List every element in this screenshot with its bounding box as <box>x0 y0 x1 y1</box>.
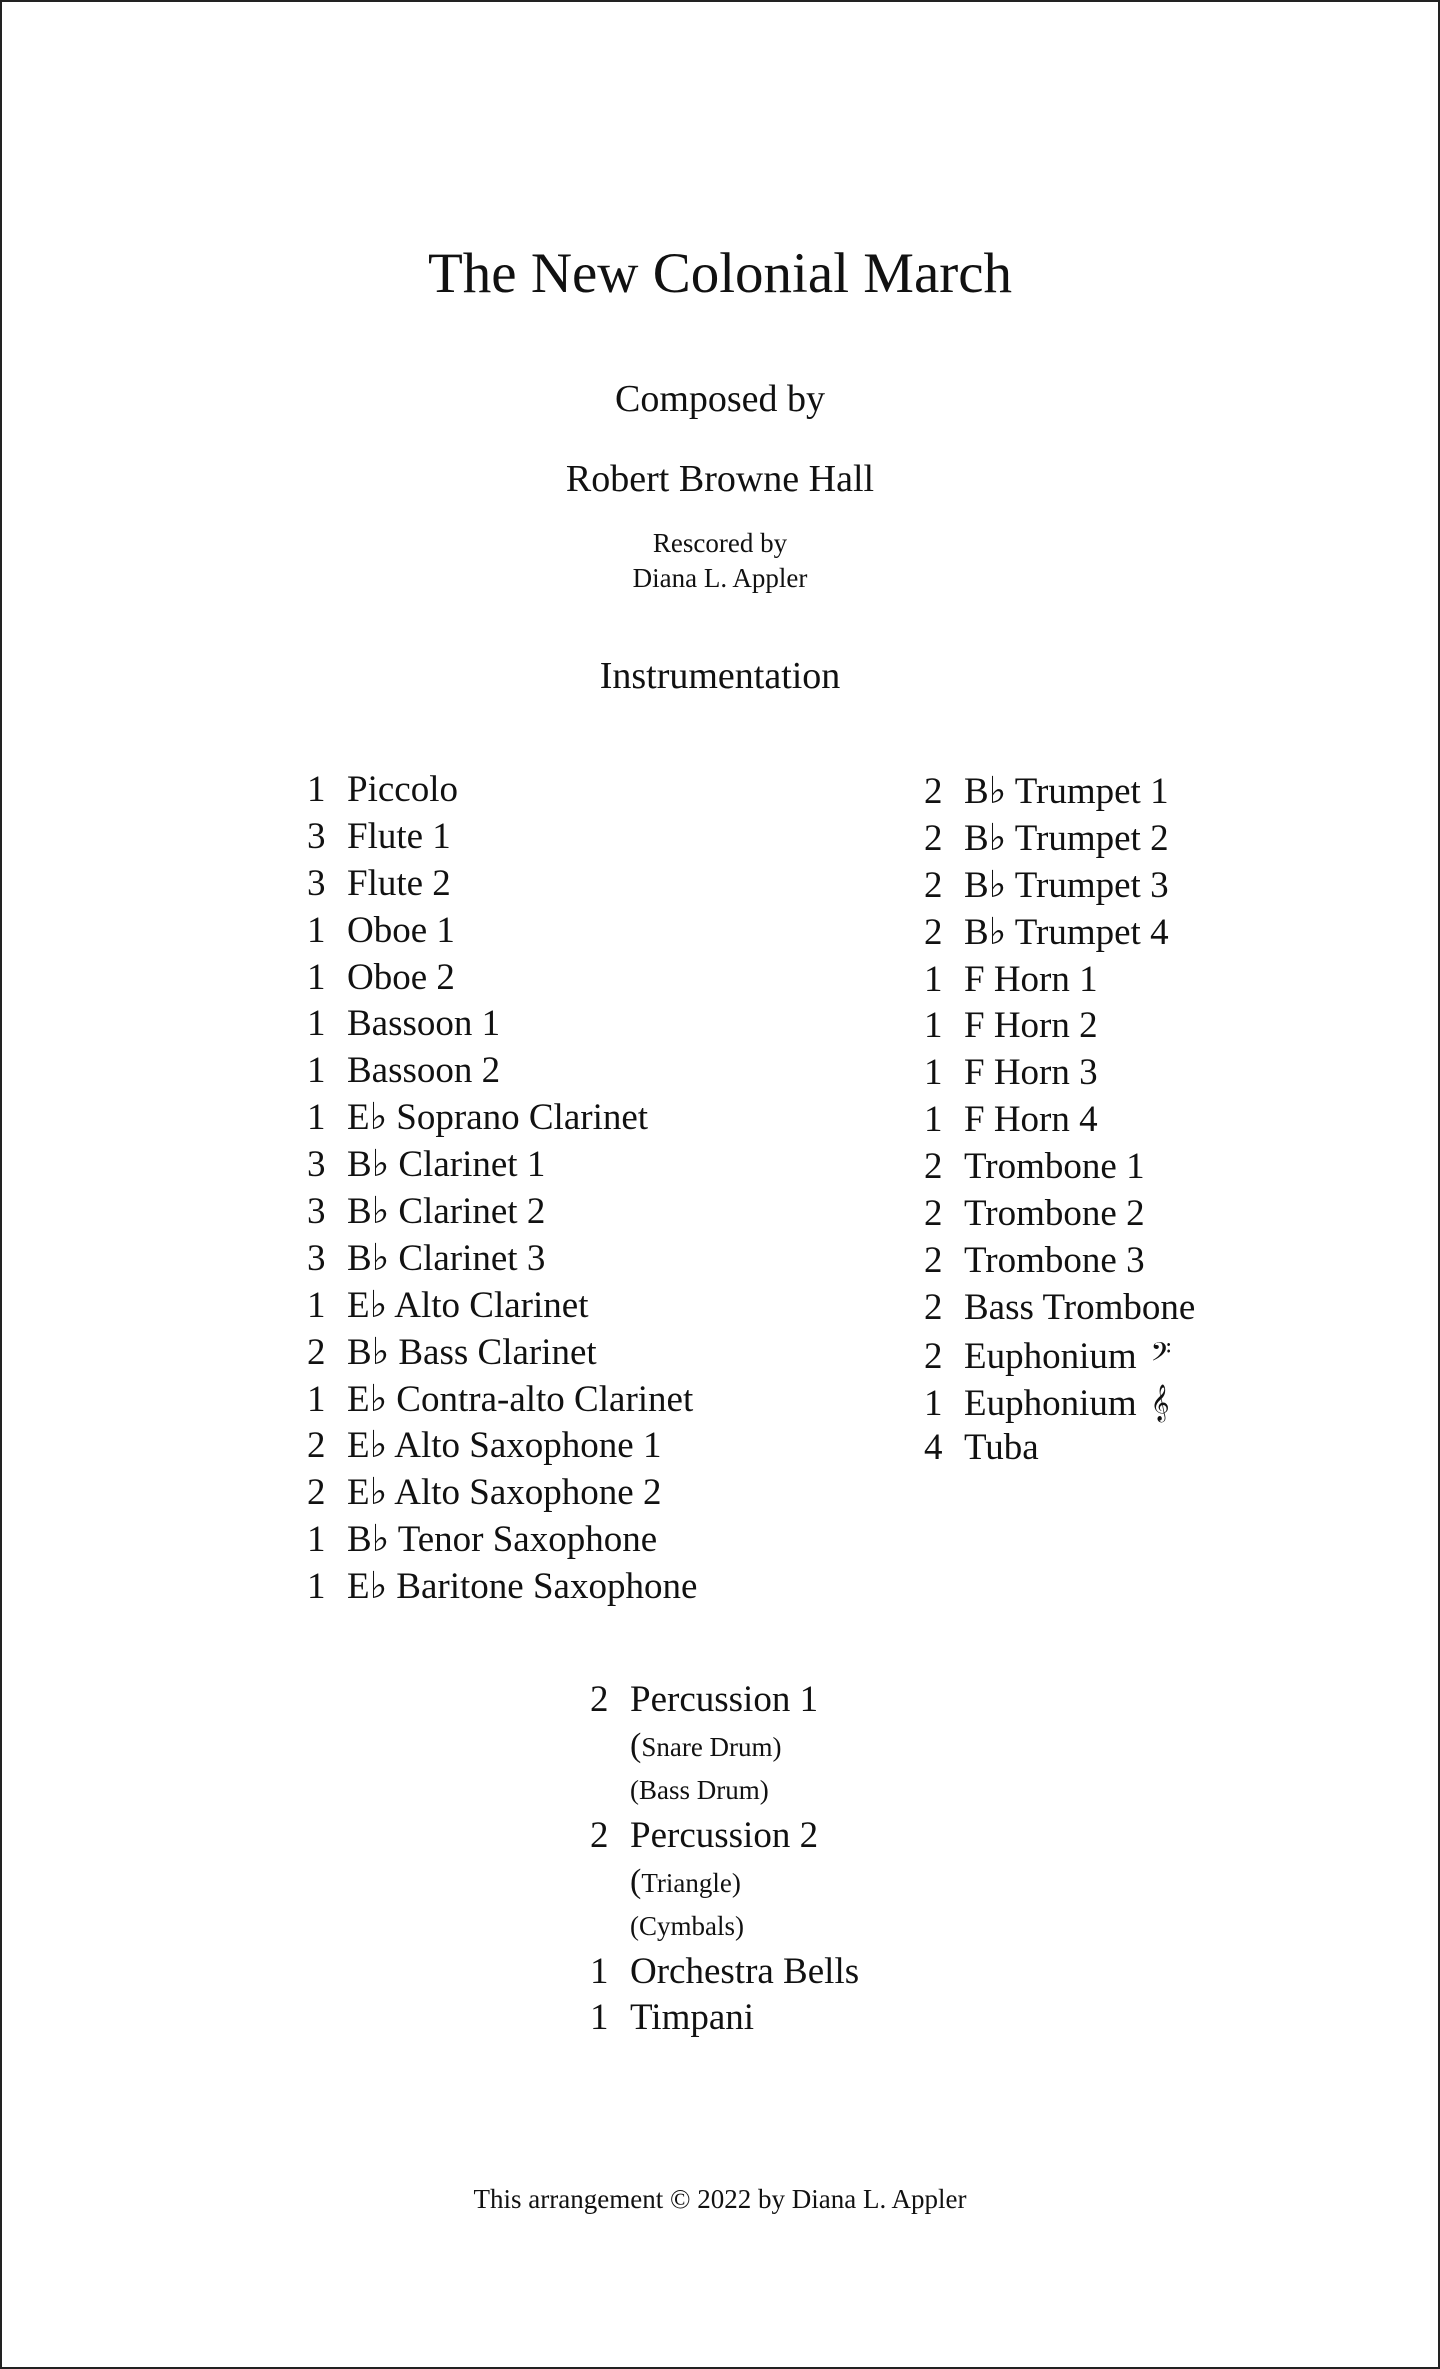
part-name: Flute 1 <box>347 815 451 857</box>
brass-parts-list <box>924 769 1195 1472</box>
part-item <box>307 767 697 814</box>
part-name: Orchestra Bells <box>630 1951 860 1992</box>
part-name: Flute 2 <box>347 862 451 904</box>
part-quantity: 2 <box>924 1193 943 1235</box>
composed-by-label: Composed by <box>614 378 826 420</box>
percussion-2-instrument-cymbals: (Cymbals) <box>630 1911 744 1941</box>
part-name: Tuba <box>964 1427 1039 1469</box>
part-name: B♭ Trumpet 3 <box>964 864 1169 906</box>
part-name: F Horn 4 <box>964 1099 1098 1141</box>
part-quantity: 1 <box>307 1566 326 1608</box>
part-quantity: 2 <box>307 1331 326 1373</box>
part-name: Euphonium <box>964 1382 1137 1424</box>
part-name: E♭ Alto Saxophone 1 <box>347 1425 662 1467</box>
part-quantity: 3 <box>307 815 326 857</box>
part-name: B♭ Clarinet 3 <box>347 1237 546 1279</box>
part-name: Bassoon 2 <box>347 1050 501 1092</box>
treble-clef-icon: 𝄞 <box>1150 1382 1170 1421</box>
part-name: B♭ Trumpet 4 <box>964 911 1169 953</box>
part-item <box>307 1095 697 1142</box>
part-item <box>924 1238 1195 1285</box>
part-name: E♭ Baritone Saxophone <box>347 1566 698 1608</box>
part-quantity: 1 <box>924 1005 943 1047</box>
part-quantity: 2 <box>307 1425 326 1467</box>
part-name: Oboe 2 <box>347 956 455 998</box>
part-quantity: 1 <box>307 909 326 951</box>
percussion-2-item <box>590 1813 859 1859</box>
part-item <box>307 1283 697 1330</box>
part-item <box>307 1048 697 1095</box>
part-name: F Horn 1 <box>964 958 1098 1000</box>
part-name: B♭ Trumpet 2 <box>964 817 1169 859</box>
part-quantity: 3 <box>307 1144 326 1186</box>
part-quantity: 3 <box>307 1237 326 1279</box>
part-quantity: 4 <box>924 1427 943 1469</box>
part-name: E♭ Alto Clarinet <box>347 1284 589 1326</box>
part-quantity: 3 <box>307 1191 326 1233</box>
part-quantity: 2 <box>924 1286 943 1328</box>
part-item <box>307 1142 697 1189</box>
part-name: Trombone 3 <box>964 1239 1145 1281</box>
part-item <box>924 1332 1195 1379</box>
instrumentation-heading: Instrumentation <box>599 655 841 697</box>
open-parenthesis: ( <box>630 1727 642 1764</box>
part-item <box>307 1236 697 1283</box>
part-name: B♭ Clarinet 1 <box>347 1144 546 1186</box>
part-quantity: 2 <box>590 1815 609 1856</box>
part-item <box>924 1050 1195 1097</box>
part-name: Trombone 1 <box>964 1146 1145 1188</box>
part-name: F Horn 2 <box>964 1005 1098 1047</box>
part-item <box>924 1097 1195 1144</box>
part-name: Trombone 2 <box>964 1193 1145 1235</box>
part-name: B♭ Clarinet 2 <box>347 1191 546 1233</box>
percussion-1-instrument-snare <box>590 1723 859 1768</box>
part-item <box>307 1377 697 1424</box>
part-name: Oboe 1 <box>347 909 455 951</box>
timpani-item <box>590 1995 859 2041</box>
part-name: Bassoon 1 <box>347 1003 501 1045</box>
part-quantity: 1 <box>307 1097 326 1139</box>
part-name: B♭ Trumpet 1 <box>964 771 1169 812</box>
part-quantity: 1 <box>924 1052 943 1094</box>
part-quantity: 1 <box>590 1997 609 2038</box>
part-item <box>924 1144 1195 1191</box>
percussion-2-instrument-triangle <box>590 1859 859 1904</box>
arranger-name: Diana L. Appler <box>632 563 808 593</box>
part-item <box>307 1423 697 1470</box>
part-item <box>924 863 1195 910</box>
part-quantity: 2 <box>924 1146 943 1188</box>
close-parenthesis: ) <box>772 1732 782 1762</box>
percussion-1-item <box>590 1677 859 1723</box>
part-quantity: 1 <box>590 1951 609 1992</box>
part-name: E♭ Alto Saxophone 2 <box>347 1472 662 1514</box>
part-quantity: 2 <box>924 1239 943 1281</box>
part-item <box>307 1001 697 1048</box>
part-name: E♭ Contra-alto Clarinet <box>347 1378 694 1420</box>
part-quantity: 2 <box>924 771 943 812</box>
part-name: B♭ Bass Clarinet <box>347 1331 597 1373</box>
part-item <box>924 769 1195 816</box>
orchestra-bells-item <box>590 1949 859 1995</box>
part-item <box>307 1564 697 1611</box>
part-item <box>307 908 697 955</box>
part-quantity: 2 <box>924 864 943 906</box>
part-name: B♭ Tenor Saxophone <box>347 1519 658 1561</box>
part-quantity: 1 <box>307 1003 326 1045</box>
part-item <box>924 1285 1195 1332</box>
part-quantity: 1 <box>307 1378 326 1420</box>
part-quantity: 1 <box>307 1050 326 1092</box>
part-item <box>307 955 697 1002</box>
part-item <box>307 1330 697 1377</box>
part-quantity: 2 <box>307 1472 326 1514</box>
part-item <box>307 814 697 861</box>
part-item <box>924 957 1195 1004</box>
part-quantity: 1 <box>924 1099 943 1141</box>
part-item <box>924 816 1195 863</box>
rescored-by-label: Rescored by <box>652 528 788 558</box>
open-parenthesis: ( <box>630 1863 642 1900</box>
part-item <box>307 1517 697 1564</box>
close-parenthesis: ) <box>731 1868 741 1898</box>
part-name: Timpani <box>630 1997 755 2038</box>
part-name: F Horn 3 <box>964 1052 1098 1094</box>
part-item <box>924 1003 1195 1050</box>
part-quantity: 3 <box>307 862 326 904</box>
part-name: E♭ Soprano Clarinet <box>347 1097 649 1139</box>
part-item <box>924 1191 1195 1238</box>
part-quantity: 2 <box>924 817 943 859</box>
woodwind-parts-list <box>307 767 697 1611</box>
copyright-notice: This arrangement © 2022 by Diana L. Appler <box>473 2184 967 2214</box>
part-quantity: 1 <box>307 1284 326 1326</box>
piece-title: The New Colonial March <box>427 242 1013 305</box>
part-name: Piccolo <box>347 769 458 810</box>
part-name: Percussion 2 <box>630 1815 819 1856</box>
part-name: Percussion 1 <box>630 1679 819 1720</box>
part-item <box>924 1379 1195 1426</box>
bass-clef-icon: 𝄢 <box>1150 1335 1172 1374</box>
part-quantity: 2 <box>924 911 943 953</box>
part-name: Bass Trombone <box>964 1286 1196 1328</box>
part-quantity: 1 <box>307 1519 326 1561</box>
part-item <box>924 1425 1195 1472</box>
part-item <box>307 861 697 908</box>
instrument-name: Triangle <box>641 1868 732 1898</box>
part-item <box>924 910 1195 957</box>
part-name: Euphonium <box>964 1335 1137 1377</box>
percussion-1-instrument-bass-drum: (Bass Drum) <box>630 1775 769 1805</box>
instrument-name: Snare Drum <box>641 1732 773 1762</box>
part-quantity: 1 <box>924 958 943 1000</box>
part-quantity: 1 <box>307 956 326 998</box>
part-quantity: 2 <box>924 1335 943 1377</box>
part-quantity: 1 <box>924 1382 943 1424</box>
percussion-parts-list <box>590 1677 859 2041</box>
composer-name: Robert Browne Hall <box>565 458 875 500</box>
part-quantity: 2 <box>590 1679 609 1720</box>
part-quantity: 1 <box>307 769 326 810</box>
part-item <box>307 1470 697 1517</box>
part-item <box>307 1189 697 1236</box>
